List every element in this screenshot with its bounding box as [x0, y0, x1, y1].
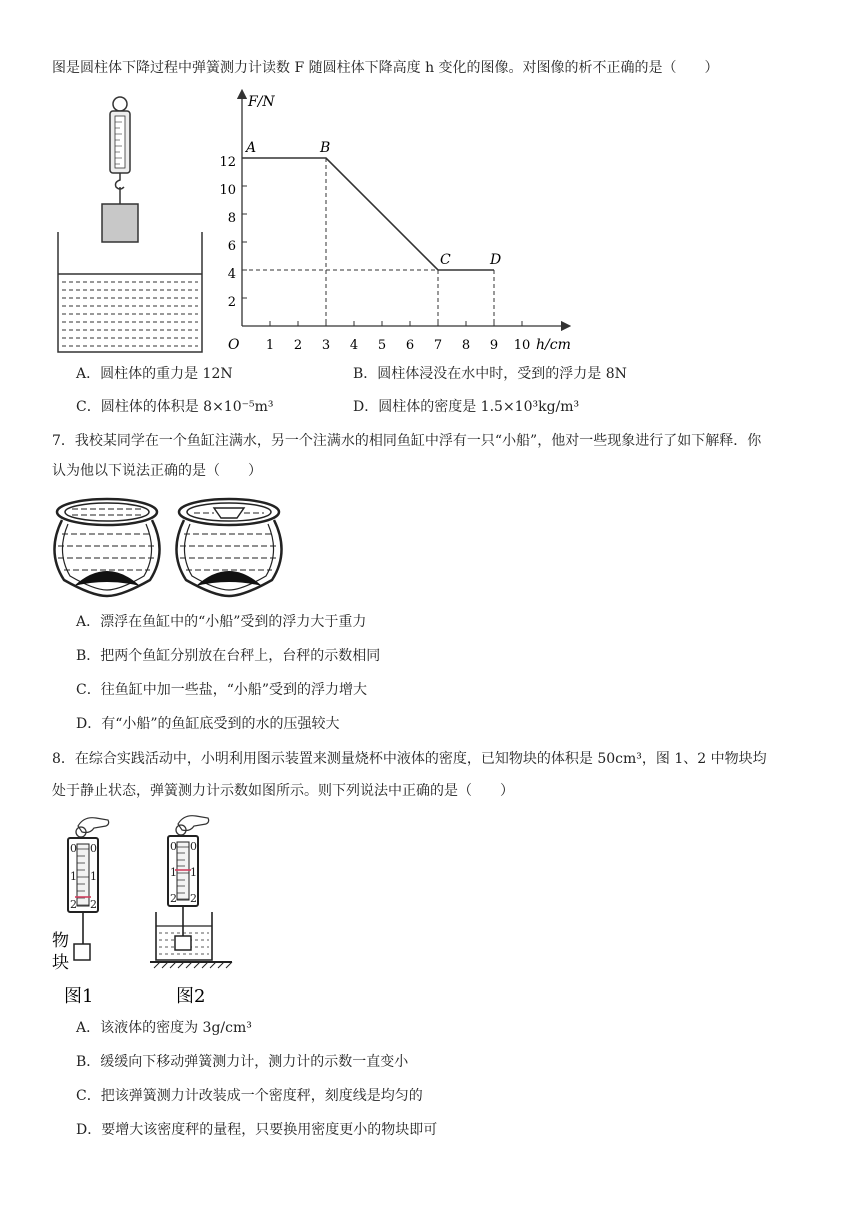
x-tick-6: 6 [405, 338, 415, 353]
x-tick-3: 3 [321, 338, 331, 353]
point-c-label: C [440, 252, 451, 268]
q6-apparatus-figure [50, 92, 210, 352]
y-tick-12: 12 [219, 155, 236, 170]
point-d-label: D [490, 252, 502, 268]
q6-option-c[interactable]: C．圆柱体的体积是 8×10⁻⁵m³ [76, 399, 274, 415]
block-label-1: 物 [52, 931, 69, 951]
fish-tank-plain [54, 499, 159, 596]
fig2-scale-right-2: 2 [190, 892, 197, 905]
q6-option-d[interactable]: D．圆柱体的密度是 1.5×10³kg/m³ [353, 399, 580, 415]
fig1-scale-right-0: 0 [90, 842, 97, 855]
q7-option-a[interactable]: A．漂浮在鱼缸中的“小船”受到的浮力大于重力 [76, 614, 367, 630]
y-tick-2: 2 [227, 295, 236, 310]
y-axis-label: F/N [248, 94, 275, 110]
q7-stem-line2: 认为他以下说法正确的是（ ） [52, 463, 262, 479]
fig2-scale-right-0: 0 [190, 840, 197, 853]
hand-icon-2 [178, 816, 209, 831]
fig2-scale-left-1: 1 [170, 866, 177, 879]
boat-icon [214, 508, 244, 518]
fig1-scale-right-1: 1 [90, 870, 97, 883]
y-tick-4: 4 [227, 267, 236, 282]
fig2-scale-left-2: 2 [170, 892, 177, 905]
q8-option-b[interactable]: B．缓缓向下移动弹簧测力计，测力计的示数一直变小 [76, 1054, 409, 1070]
q7-option-d[interactable]: D．有“小船”的鱼缸底受到的水的压强较大 [76, 716, 340, 732]
q8-option-c[interactable]: C．把该弹簧测力计改装成一个密度秤，刻度线是均匀的 [76, 1088, 423, 1104]
hand-icon [78, 818, 109, 833]
x-tick-8: 8 [461, 338, 471, 353]
q8-option-d[interactable]: D．要增大该密度秤的量程，只要换用密度更小的物块即可 [76, 1122, 438, 1138]
x-tick-7: 7 [433, 338, 443, 353]
x-tick-1: 1 [265, 338, 275, 353]
fig2-scale-left-0: 0 [170, 840, 177, 853]
q8-option-a[interactable]: A．该液体的密度为 3g/cm³ [76, 1020, 252, 1036]
q8-stem-line2: 处于静止状态，弹簧测力计示数如图所示。则下列说法中正确的是（ ） [52, 783, 514, 799]
q7-stem-line1: 7．我校某同学在一个鱼缸注满水，另一个注满水的相同鱼缸中浮有一只“小船”，他对一些现象进行了如下解释．你 [52, 433, 762, 449]
x-tick-5: 5 [377, 338, 387, 353]
x-tick-4: 4 [349, 338, 359, 353]
fig2-block [175, 936, 191, 950]
point-a-label: A [246, 140, 257, 156]
fig1-scale-left-1: 1 [70, 870, 77, 883]
fig1-scale-left-2: 2 [70, 898, 77, 911]
figure-2-scale [150, 816, 232, 1007]
fish-tank-with-boat [176, 499, 281, 596]
figure-1-label: 图1 [64, 986, 94, 1007]
y-tick-6: 6 [227, 239, 236, 254]
q6-option-b[interactable]: B．圆柱体浸没在水中时，受到的浮力是 8N [353, 366, 627, 382]
q7-fish-tanks-figure [52, 492, 302, 602]
x-tick-9: 9 [489, 338, 499, 353]
x-tick-2: 2 [293, 338, 303, 353]
q6-force-height-graph [210, 88, 570, 358]
y-tick-10: 10 [219, 183, 236, 198]
figure-1-scale [52, 818, 109, 1007]
q7-option-c[interactable]: C．往鱼缸中加一些盐，“小船”受到的浮力增大 [76, 682, 368, 698]
y-tick-8: 8 [227, 211, 236, 226]
x-axis-label: h/cm [536, 337, 571, 353]
q6-stem: 图是圆柱体下降过程中弹簧测力计读数 F 随圆柱体下降高度 h 变化的图像。对图像的析不正确的是（ ） [52, 60, 719, 76]
x-tick-10: 10 [513, 338, 531, 353]
force-curve [242, 158, 494, 270]
q8-spring-scale-figure [50, 812, 250, 1012]
q7-option-b[interactable]: B．把两个鱼缸分别放在台秤上，台秤的示数相同 [76, 648, 381, 664]
fig1-block [74, 944, 90, 960]
q8-stem-line1: 8．在综合实践活动中，小明利用图示装置来测量烧杯中液体的密度，已知物块的体积是 50cm³，图 1、2 中物块均 [52, 751, 767, 767]
block-label-2: 块 [52, 953, 69, 973]
figure-2-label: 图2 [176, 986, 206, 1007]
fig1-scale-left-0: 0 [70, 842, 77, 855]
fig2-scale-right-1: 1 [190, 866, 197, 879]
fig1-scale-right-2: 2 [90, 898, 97, 911]
q6-option-a[interactable]: A．圆柱体的重力是 12N [76, 366, 233, 382]
point-b-label: B [320, 140, 331, 156]
origin-label: O [228, 337, 240, 353]
